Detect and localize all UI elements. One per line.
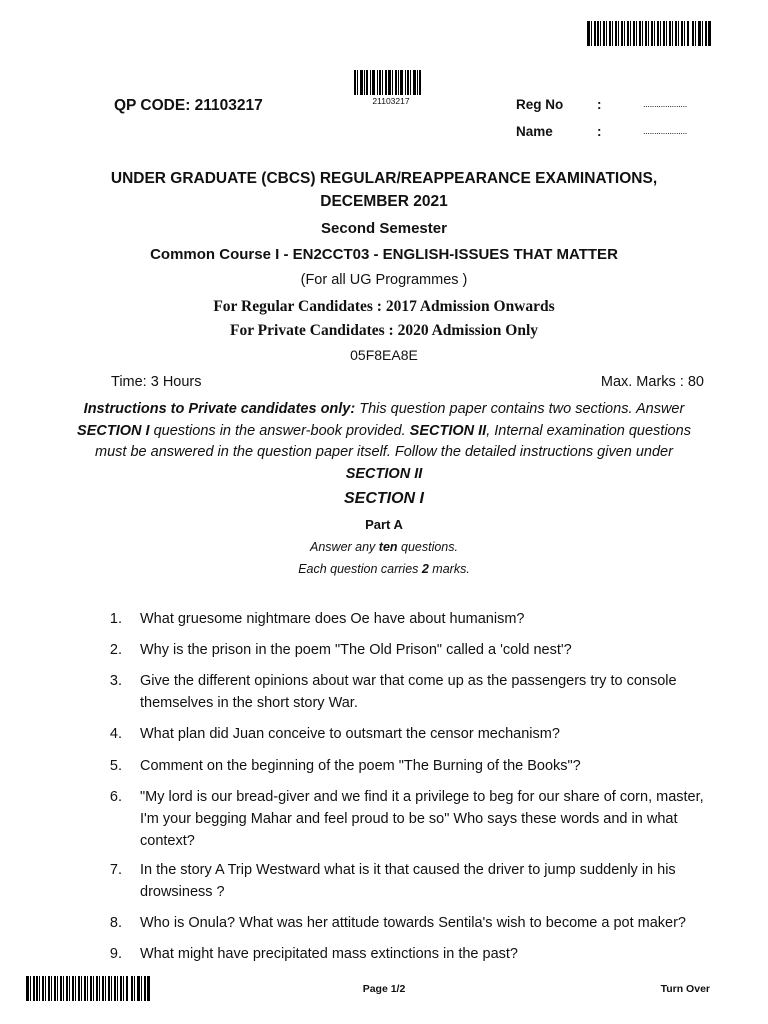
question-text: Comment on the beginning of the poem "The Burning of the Books"? (140, 758, 581, 774)
semester: Second Semester (321, 220, 447, 237)
exam-title-line2: DECEMBER 2021 (320, 193, 448, 210)
name-colon: : (597, 124, 602, 139)
question-text: What gruesome nightmare does Oe have about humanism? (140, 611, 525, 627)
question-text: What might have precipitated mass extinctions in the past? (140, 946, 518, 962)
question-text: Give the different opinions about war that come up as the passengers try to console themselves in the short story War. (140, 673, 677, 711)
name-field[interactable]: .................... (643, 126, 688, 136)
programmes: (For all UG Programmes ) (300, 272, 468, 288)
question-number: 2. (109, 642, 122, 658)
exam-title-line1: UNDER GRADUATE (CBCS) REGULAR/REAPPEARANCE EXAMINATIONS, (110, 170, 658, 187)
course-title: Common Course I - EN2CCT03 - ENGLISH-ISSUES THAT MATTER (150, 246, 618, 263)
question-text: Why is the prison in the poem "The Old Prison" called a 'cold nest'? (140, 642, 572, 658)
question-number: 8. (109, 915, 122, 931)
instructions-section1: SECTION I (77, 422, 150, 439)
question-text: Who is Onula? What was her attitude towards Sentila's wish to become a pot maker? (140, 915, 686, 931)
question-number: 9. (109, 946, 122, 962)
name-label: Name (516, 124, 553, 139)
section-title: SECTION I (343, 490, 424, 507)
question-text: What plan did Juan conceive to outsmart the censor mechanism? (140, 726, 560, 742)
question-number: 7. (109, 862, 122, 878)
barcode-number: 21103217 (372, 96, 410, 106)
qp-code: QP CODE: 21103217 (114, 97, 263, 114)
question-number: 4. (109, 726, 122, 742)
max-marks: Max. Marks : 80 (600, 374, 704, 390)
time: Time: 3 Hours (111, 374, 202, 390)
answer-instruction: Answer any ten questions. (310, 540, 458, 554)
instructions-line2: SECTION I questions in the answer-book provided. SECTION II, Internal examination questions (77, 422, 691, 439)
question-number: 3. (109, 673, 122, 689)
marks-instruction: Each question carries 2 marks. (298, 562, 470, 576)
question-text: "My lord is our bread-giver and we find it a privilege to beg for our share of corn, master, I'm your begging Mahar and feel proud to be so" Who says these words and in what context? (140, 789, 704, 849)
instructions-lead: Instructions to Private candidates only: (83, 401, 356, 417)
reg-no-field[interactable]: .................... (643, 99, 688, 109)
part-title: Part A (365, 517, 403, 532)
question-number: 1. (109, 611, 122, 627)
reg-no-label: Reg No (516, 97, 564, 112)
instructions-line4: SECTION II (345, 465, 423, 482)
center-barcode (354, 70, 428, 95)
question-text: In the story A Trip Westward what is it that caused the driver to jump suddenly in his drowsiness ? (140, 862, 676, 900)
instructions-line3: must be answered in the question paper itself. Follow the detailed instructions given under (95, 444, 673, 460)
reg-no-colon: : (597, 97, 602, 112)
question-number: 5. (109, 758, 122, 774)
question-number: 6. (109, 789, 122, 805)
page-number: Page 1/2 (362, 983, 406, 995)
instructions-section2: SECTION II (409, 422, 487, 439)
paper-code: 05F8EA8E (350, 347, 418, 363)
regular-candidates: For Regular Candidates : 2017 Admission Onwards (213, 298, 555, 315)
instructions (0, 399, 768, 485)
private-candidates: For Private Candidates : 2020 Admission Only (229, 322, 538, 339)
turn-over: Turn Over (660, 983, 710, 995)
top-right-barcode (587, 21, 718, 46)
instructions-line1: Instructions to Private candidates only: This question paper contains two sections. Answer (83, 401, 685, 417)
